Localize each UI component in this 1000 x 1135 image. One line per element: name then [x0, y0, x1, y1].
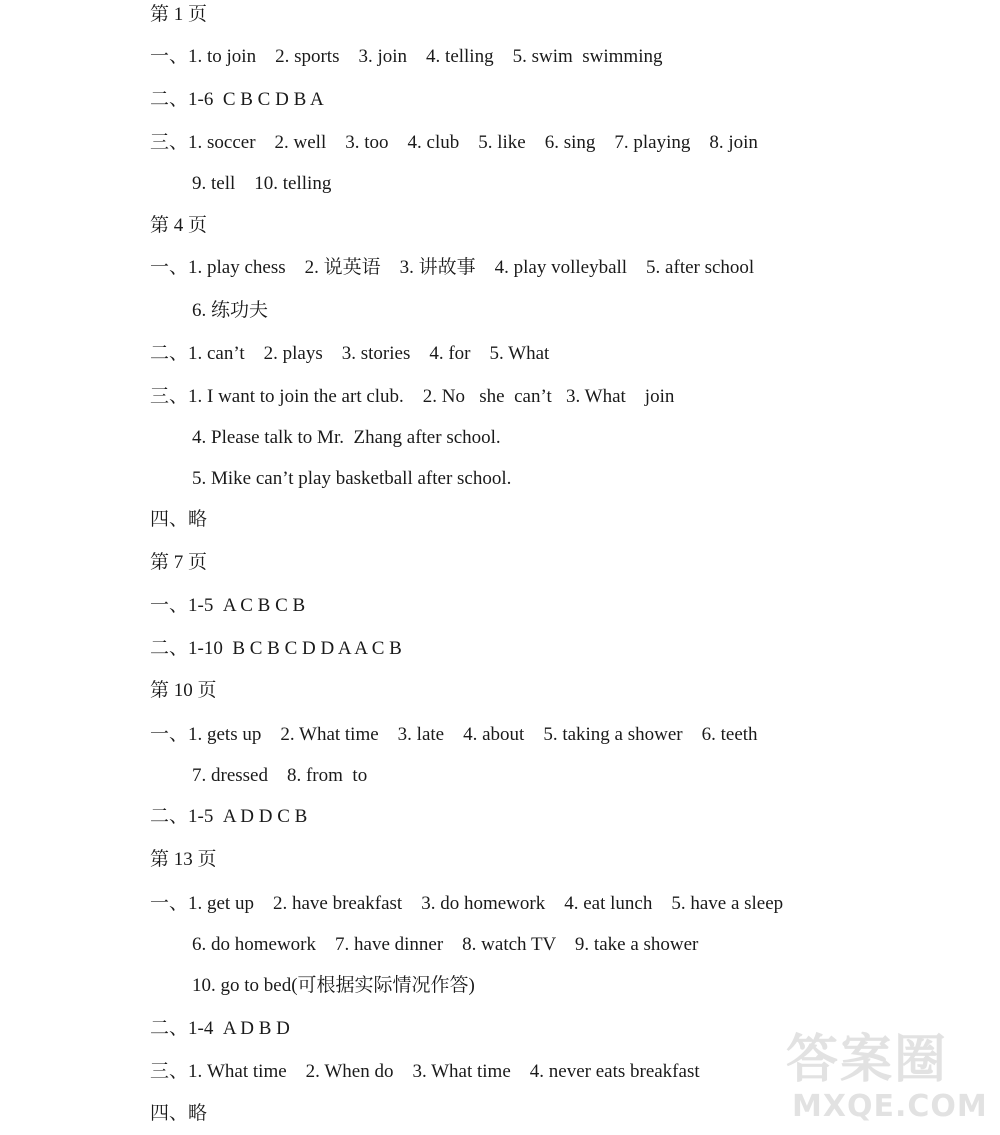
- answer-line: 9. tell 10. telling: [192, 173, 332, 194]
- page-heading: 第 7 页: [150, 552, 208, 573]
- page-heading: 第 4 页: [150, 215, 208, 236]
- answer-line: 一、1. gets up 2. What time 3. late 4. about 5. taking a shower 6. teeth: [150, 724, 758, 745]
- answer-line: 二、1. can’t 2. plays 3. stories 4. for 5. What: [150, 343, 550, 364]
- answer-line: 7. dressed 8. from to: [192, 765, 368, 786]
- answer-line: 6. 练功夫: [192, 300, 269, 321]
- watermark-logo: [786, 1017, 986, 1129]
- answer-line: 5. Mike can’t play basketball after school.: [192, 468, 512, 489]
- watermark-title: 答案圈: [786, 1030, 949, 1090]
- answer-line: 二、1-5 A D D C B: [150, 806, 308, 827]
- watermark-url: MXQE.COM: [792, 1089, 988, 1124]
- answer-line: 10. go to bed(可根据实际情况作答): [192, 975, 475, 996]
- answer-line: 4. Please talk to Mr. Zhang after school.: [192, 427, 501, 448]
- answer-line: 二、1-10 B C B C D D A A C B: [150, 638, 402, 659]
- answer-line: 6. do homework 7. have dinner 8. watch TV 9. take a shower: [192, 934, 699, 955]
- answer-line: 一、1. get up 2. have breakfast 3. do homework 4. eat lunch 5. have a sleep: [150, 893, 784, 914]
- answer-line: 三、1. soccer 2. well 3. too 4. club 5. like 6. sing 7. playing 8. join: [150, 132, 758, 153]
- answer-line: 一、1. to join 2. sports 3. join 4. telling 5. swim swimming: [150, 46, 663, 67]
- answer-line: 一、1-5 A C B C B: [150, 595, 306, 616]
- answer-line: 一、1. play chess 2. 说英语 3. 讲故事 4. play volleyball 5. after school: [150, 257, 755, 278]
- answer-line: 四、略: [150, 1103, 208, 1124]
- page-heading: 第 13 页: [150, 849, 217, 870]
- answer-line: 二、1-6 C B C D B A: [150, 89, 324, 110]
- answer-line: 三、1. I want to join the art club. 2. No she can’t 3. What join: [150, 386, 675, 407]
- answer-line: 三、1. What time 2. When do 3. What time 4. never eats breakfast: [150, 1061, 700, 1082]
- answer-line: 四、略: [150, 509, 208, 530]
- page-heading: 第 1 页: [150, 4, 208, 25]
- page-heading: 第 10 页: [150, 680, 217, 701]
- answer-line: 二、1-4 A D B D: [150, 1018, 290, 1039]
